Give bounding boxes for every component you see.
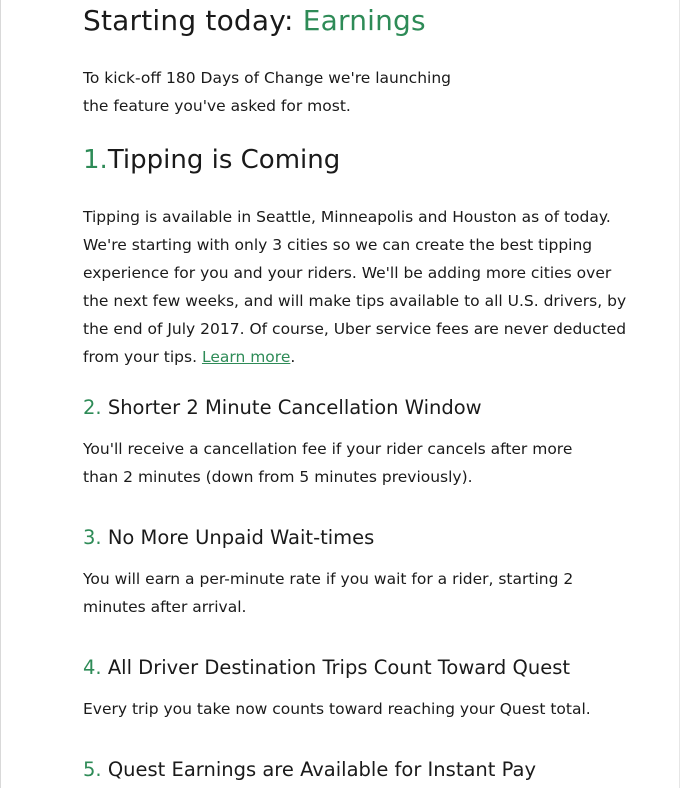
feature-2-heading (83, 394, 482, 422)
feature-4-heading (83, 654, 570, 682)
page-title-accent: Earnings (302, 4, 426, 37)
feature-1-text: Tipping is available in Seattle, Minneapolis and Houston as of today. We're starting with only 3 cities so we can create the best tipping experience for you and your riders. We'll be adding more cities over the next few weeks, and will make tips available to all U.S. drivers, by the end of July 2017. Of course, Uber service fees are never deducted from your tips. (83, 208, 627, 366)
page-title (83, 2, 426, 40)
feature-4-body: Every trip you take now counts toward reaching your Quest total. (83, 700, 591, 718)
intro-line-1: To kick-off 180 Days of Change we're launching (83, 69, 451, 87)
feature-1-title: Tipping is Coming (107, 145, 341, 175)
feature-4-number: 4. (83, 656, 102, 679)
feature-1-body (83, 203, 628, 371)
feature-2-body: You'll receive a cancellation fee if your rider cancels after more than 2 minutes (down from 5 minutes previously). (83, 440, 573, 486)
feature-3-title: No More Unpaid Wait-times (107, 526, 375, 549)
feature-2-title: Shorter 2 Minute Cancellation Window (107, 396, 482, 419)
feature-4-title: All Driver Destination Trips Count Toward Quest (107, 656, 570, 679)
feature-1-number: 1. (83, 145, 108, 175)
feature-3-heading (83, 524, 374, 552)
page-title-prefix: Starting today: (83, 4, 294, 37)
feature-1-heading (83, 141, 340, 179)
intro-line-2: the feature you've asked for most. (83, 97, 351, 115)
intro-paragraph (83, 64, 503, 120)
left-border-line (0, 0, 1, 788)
learn-more-link[interactable]: Learn more (201, 348, 291, 366)
feature-5-title: Quest Earnings are Available for Instant Pay (107, 758, 536, 781)
feature-1-link-suffix: . (290, 348, 296, 366)
feature-2-number: 2. (83, 396, 102, 419)
feature-3-body: You will earn a per-minute rate if you wait for a rider, starting 2 minutes after arrival. (83, 570, 574, 616)
feature-5-heading (83, 756, 536, 784)
feature-5-number: 5. (83, 758, 102, 781)
feature-3-number: 3. (83, 526, 102, 549)
